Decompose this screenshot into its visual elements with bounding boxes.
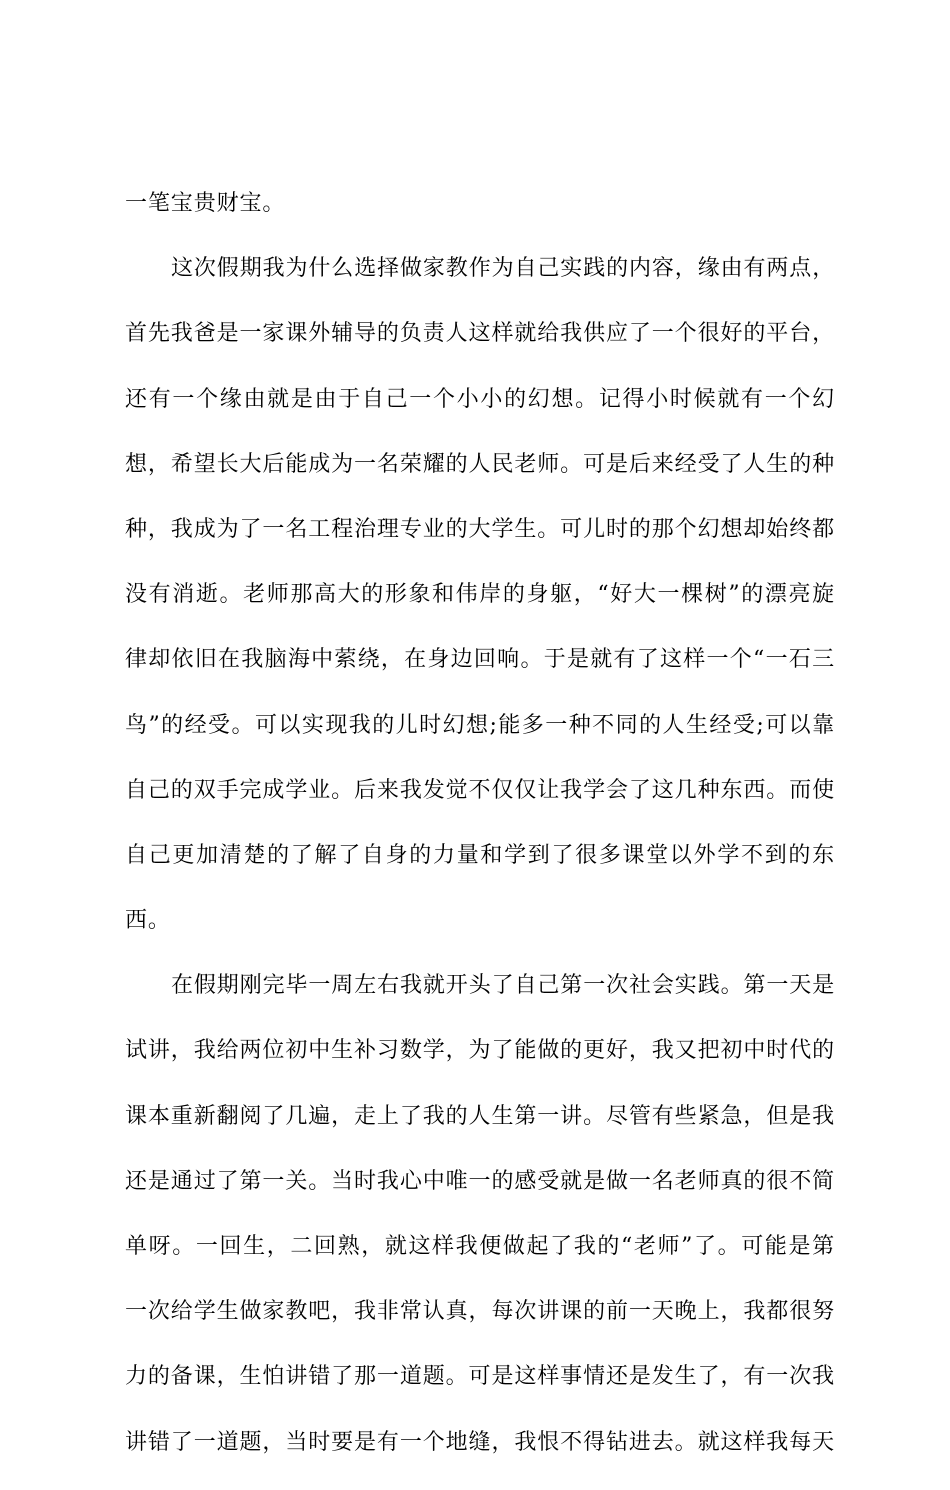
text-line: 自己更加清楚的了解了自身的力量和学到了很多课堂以外学不到的东 [125, 842, 835, 868]
text-line: 课本重新翻阅了几遍，走上了我的人生第一讲。尽管有些紧急，但是我 [125, 1103, 835, 1129]
paragraph-first-line: 这次假期我为什么选择做家教作为自己实践的内容，缘由有两点， [171, 256, 836, 282]
text-line: 试讲，我给两位初中生补习数学，为了能做的更好，我又把初中时代的 [125, 1038, 835, 1064]
text-line: 鸟”的经受。可以实现我的儿时幻想;能多一种不同的人生经受;可以靠 [125, 712, 835, 738]
text-line: 力的备课，生怕讲错了那一道题。可是这样事情还是发生了，有一次我 [125, 1364, 835, 1390]
text-line: 讲错了一道题，当时要是有一个地缝，我恨不得钻进去。就这样我每天 [125, 1429, 835, 1455]
text-line: 种，我成为了一名工程治理专业的大学生。可儿时的那个幻想却始终都 [125, 516, 835, 542]
text-line: 单呀。一回生，二回熟，就这样我便做起了我的“老师”了。可能是第 [125, 1234, 835, 1259]
text-line: 想，希望长大后能成为一名荣耀的人民老师。可是后来经受了人生的种 [125, 451, 835, 477]
text-line: 还有一个缘由就是由于自己一个小小的幻想。记得小时候就有一个幻 [125, 386, 835, 412]
text-line: 自己的双手完成学业。后来我发觉不仅仅让我学会了这几种东西。而使 [125, 777, 835, 803]
text-line: 律却依旧在我脑海中萦绕，在身边回响。于是就有了这样一个“一石三 [125, 647, 835, 673]
text-line: 首先我爸是一家课外辅导的负责人这样就给我供应了一个很好的平台， [125, 321, 835, 347]
text-line: 没有消逝。老师那高大的形象和伟岸的身躯，“好大一棵树”的漂亮旋 [125, 582, 835, 608]
paragraph-first-line: 在假期刚完毕一周左右我就开头了自己第一次社会实践。第一天是 [171, 973, 836, 999]
text-line: 一笔宝贵财宝。 [125, 191, 286, 216]
text-line: 一次给学生做家教吧，我非常认真，每次讲课的前一天晚上，我都很努 [125, 1299, 835, 1325]
body-text [125, 186, 835, 1490]
text-line: 还是通过了第一关。当时我心中唯一的感受就是做一名老师真的很不简 [125, 1168, 835, 1194]
text-line: 西。 [125, 908, 171, 934]
